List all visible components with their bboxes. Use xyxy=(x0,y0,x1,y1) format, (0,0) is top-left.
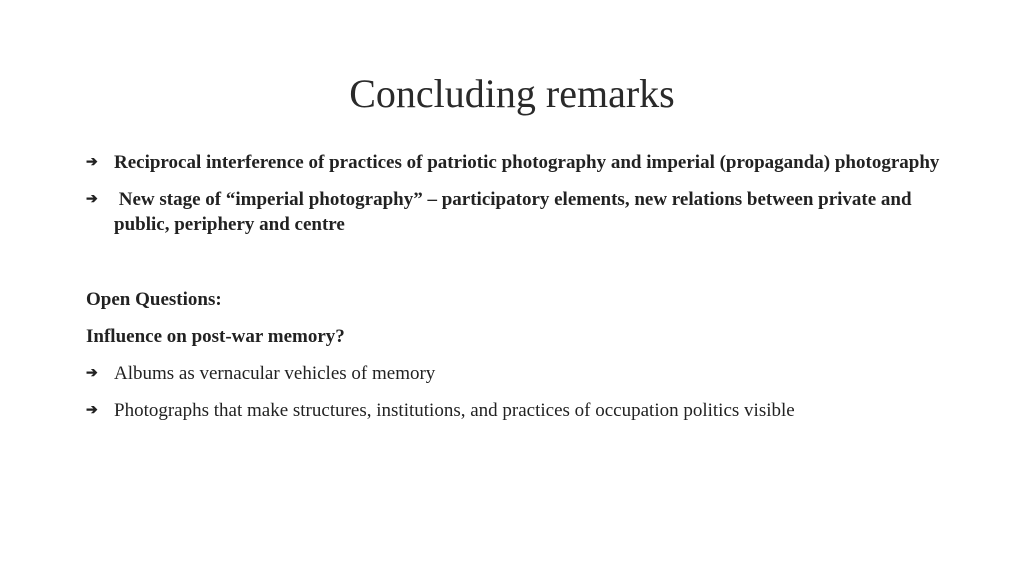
bullet-albums xyxy=(86,361,946,386)
slide-title: Concluding remarks xyxy=(349,71,675,116)
question-heading: Influence on post-war memory? xyxy=(86,326,345,347)
arrow-right-icon: ➔ xyxy=(86,192,98,207)
section-spacer xyxy=(86,249,946,287)
bullet-imperial-photography xyxy=(86,187,946,237)
bullet-text: New stage of “imperial photography” – participatory elements, new relations between private and public, periphery and centre xyxy=(114,189,917,235)
arrow-right-icon: ➔ xyxy=(86,403,98,418)
slide-content xyxy=(86,150,946,435)
bullet-text: Albums as vernacular vehicles of memory xyxy=(114,363,436,384)
bullet-text: Reciprocal interference of practices of patriotic photography and imperial (propaganda) photography xyxy=(114,152,940,173)
arrow-right-icon: ➔ xyxy=(86,366,98,381)
open-questions-heading: Open Questions: xyxy=(86,289,222,310)
bullet-reciprocal-interference xyxy=(86,150,946,175)
arrow-right-icon: ➔ xyxy=(86,155,98,170)
bullet-text: Photographs that make structures, institutions, and practices of occupation politics visible xyxy=(114,400,795,421)
bullet-photographs xyxy=(86,398,946,423)
